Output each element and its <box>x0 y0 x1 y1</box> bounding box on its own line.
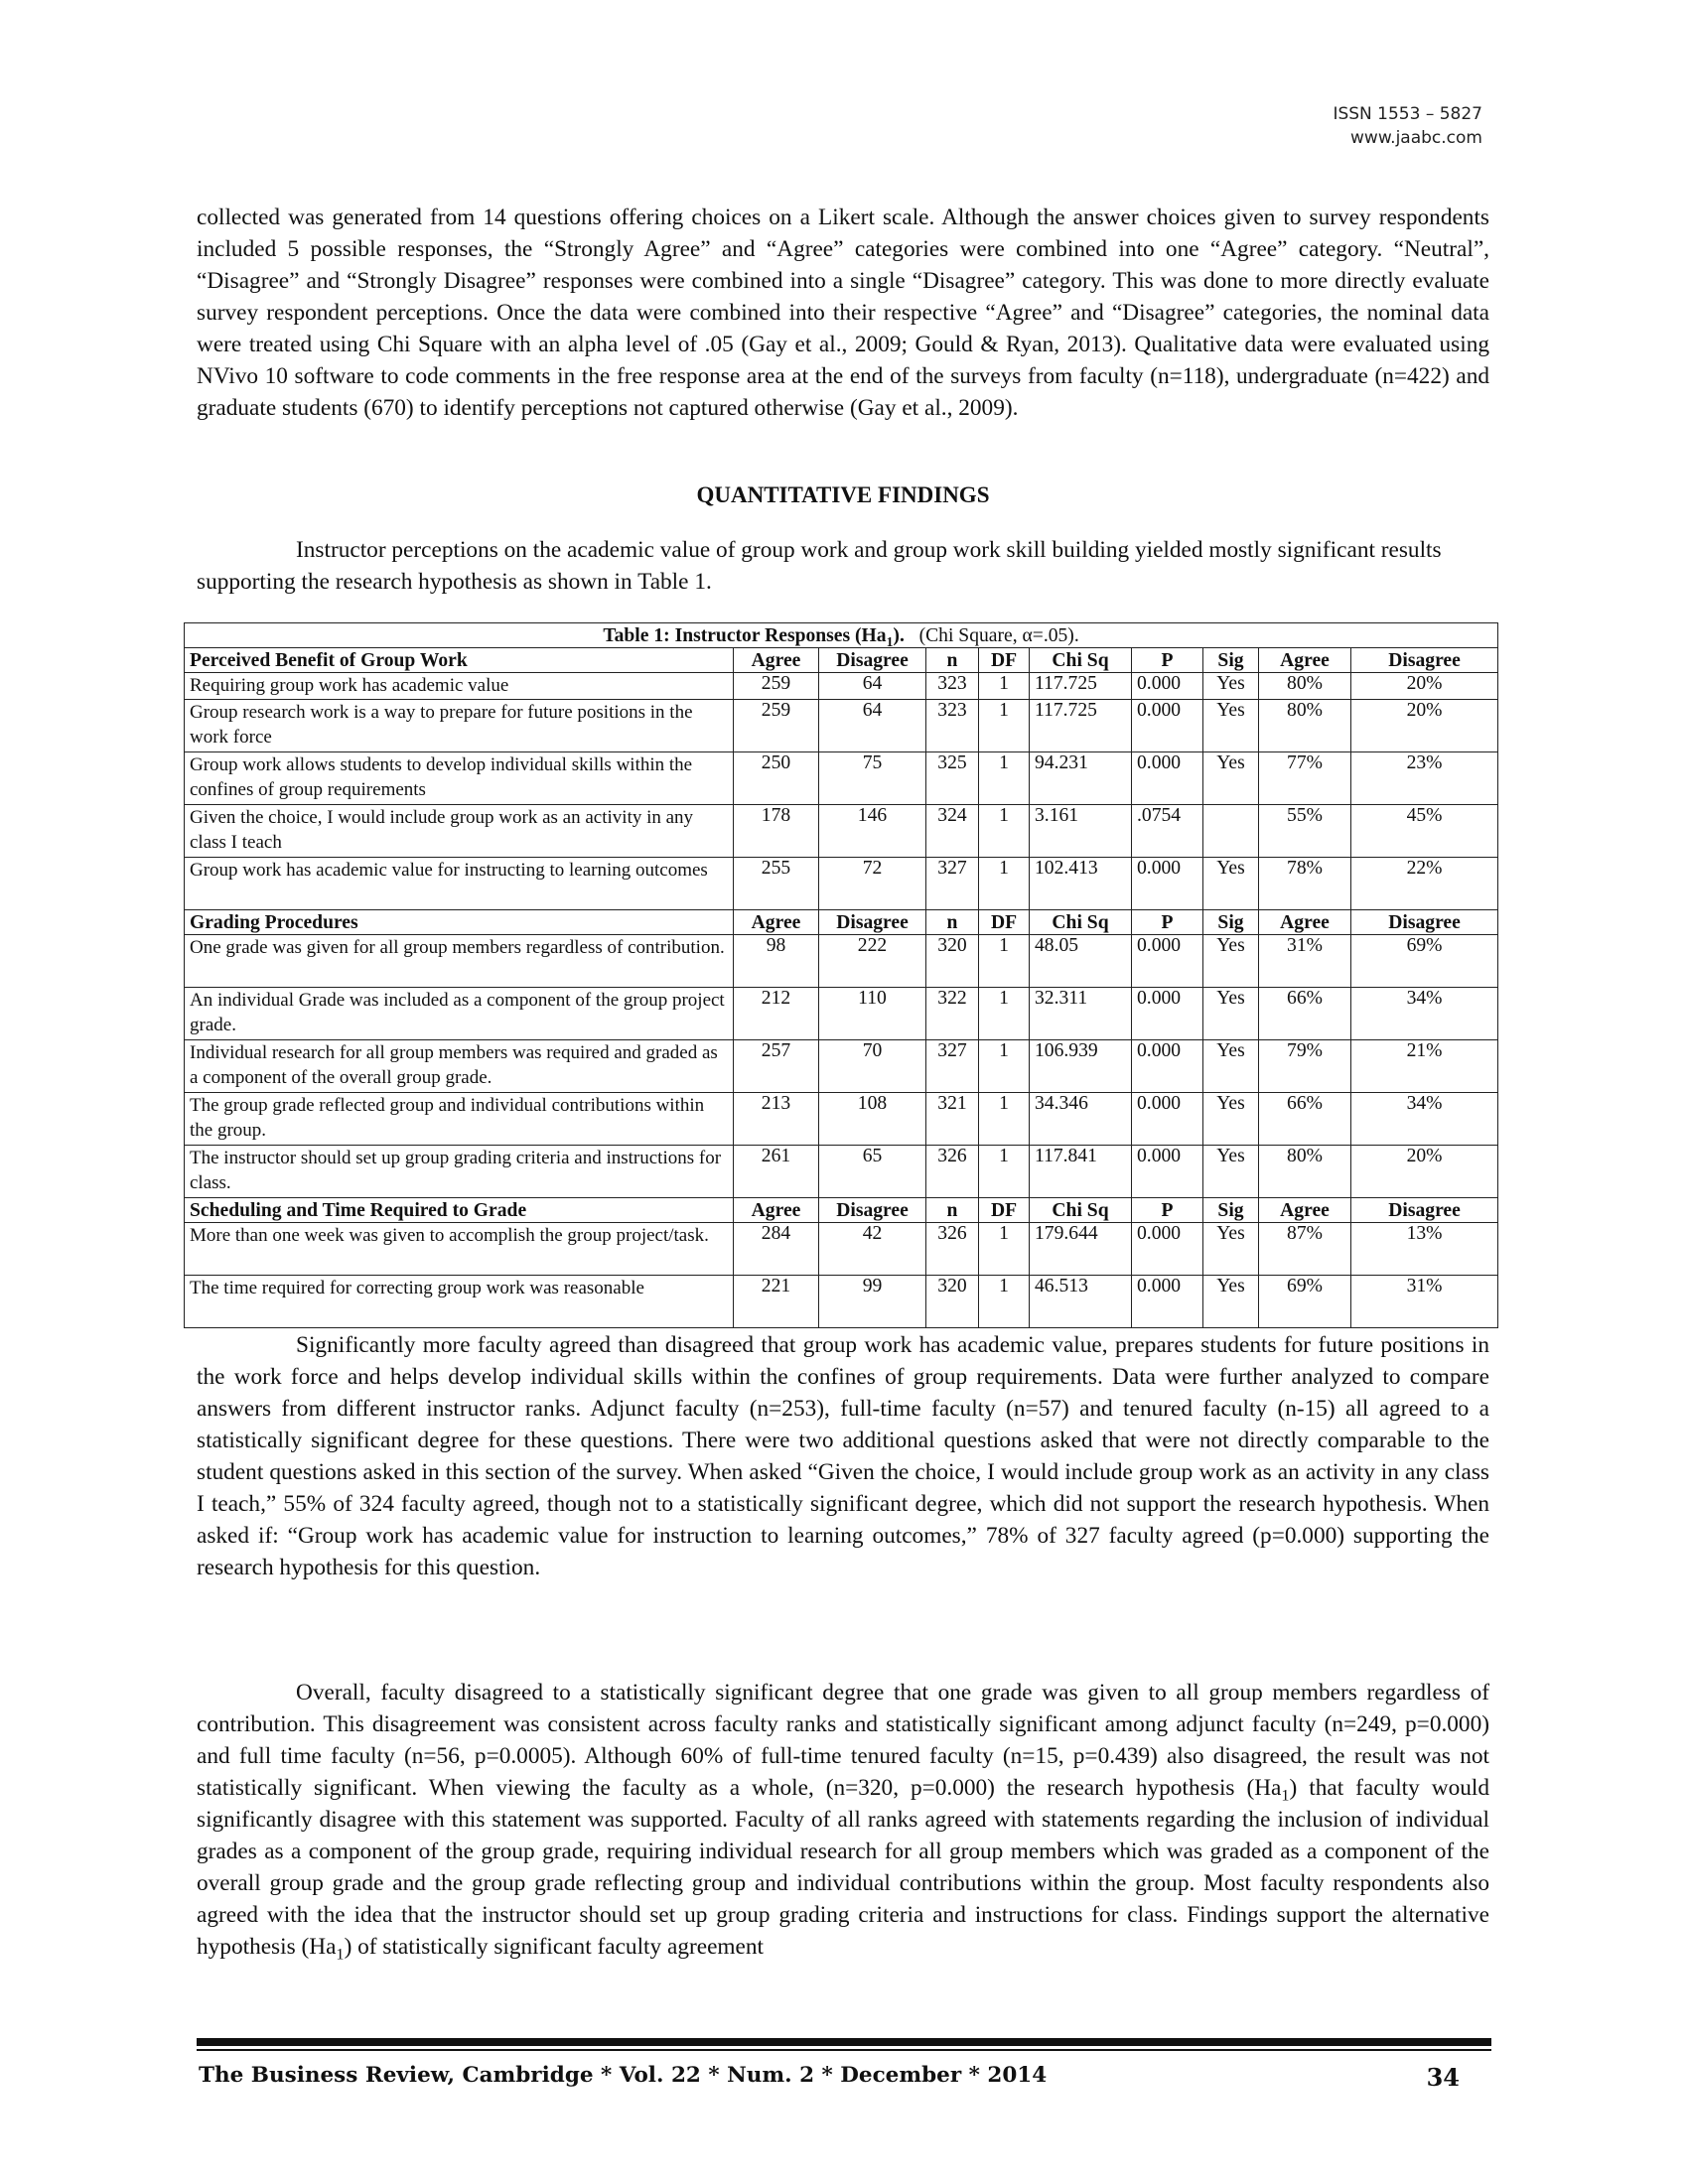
survey-statement: Individual research for all group members was required and graded as a component of the overall group grade. <box>185 1040 734 1093</box>
section-heading-quantitative-findings: QUANTITATIVE FINDINGS <box>696 482 990 507</box>
column-header: P <box>1132 1198 1203 1223</box>
p-value-cell: 0.000 <box>1132 988 1203 1040</box>
table-caption-title: Table 1: Instructor Responses (Ha <box>603 624 887 646</box>
issn-number: ISSN 1553 – 5827 <box>1333 104 1482 124</box>
paragraph-faculty-agreement: Significantly more faculty agreed than disagreed that group work has academic value, prepares students for future positions in the work force and helps develop individual skills within the confines of group requirements. Data were further analyzed to compare answers from different instructor ranks. Adjunct faculty (n=253), full-time faculty (n=57) and tenured faculty (n-15) all agreed to a statistically significant degree for these questions. There were two additional questions asked that were not directly comparable to the student questions asked in this section of the survey. When asked “Given the choice, I would include group work as an activity in any class I teach,” 55% of 324 faculty agreed, though not to a statistically significant degree, which did not support the research hypothesis. When asked if: “Group work has academic value for instruction to learning outcomes,” 78% of 327 faculty agreed (p=0.000) supporting the research hypothesis for this question. <box>197 1332 1489 1580</box>
table-row <box>185 858 1498 910</box>
column-header: Disagree <box>819 910 926 935</box>
disagree-count-cell: 108 <box>819 1093 926 1146</box>
significance-cell <box>1203 805 1259 858</box>
n-value-cell: 326 <box>926 1146 979 1198</box>
p-value-cell: 0.000 <box>1132 673 1203 700</box>
table-row <box>185 1146 1498 1198</box>
agree-count-cell: 284 <box>734 1223 819 1276</box>
survey-statement: An individual Grade was included as a component of the group project grade. <box>185 988 734 1040</box>
paragraph-methods: collected was generated from 14 questions offering choices on a Likert scale. Although the answer choices given to survey respondents included 5 possible responses, the “Strongly Agree” and “Agree” categories were combined into one “Agree” category. “Neutral”, “Disagree” and “Strongly Disagree” responses were combined into a single “Disagree” category. This was done to more directly evaluate survey respondent perceptions. Once the data were combined into their respective “Agree” and “Disagree” categories, the nominal data were treated using Chi Square with an alpha level of .05 (Gay et al., 2009; Gould & Ryan, 2013). Qualitative data were evaluated using NVivo 10 software to code comments in the free response area at the end of the surveys from faculty (n=118), undergraduate (n=422) and graduate students (670) to identify perceptions not captured otherwise (Gay et al., 2009). <box>197 205 1489 421</box>
df-value-cell: 1 <box>979 700 1030 752</box>
agree-count-cell: 261 <box>734 1146 819 1198</box>
p-value-cell: 0.000 <box>1132 1223 1203 1276</box>
agree-percent-cell: 80% <box>1259 673 1351 700</box>
n-value-cell: 321 <box>926 1093 979 1146</box>
table-row <box>185 935 1498 988</box>
n-value-cell: 323 <box>926 673 979 700</box>
n-value-cell: 320 <box>926 1276 979 1328</box>
section-title: Scheduling and Time Required to Grade <box>185 1198 734 1223</box>
hypothesis-subscript: 1 <box>1281 1785 1290 1805</box>
column-header: Chi Sq <box>1030 1198 1132 1223</box>
column-header: Chi Sq <box>1030 648 1132 673</box>
significance-cell: Yes <box>1203 858 1259 910</box>
chi-square-value-cell: 117.725 <box>1030 673 1132 700</box>
chi-square-value-cell: 34.346 <box>1030 1093 1132 1146</box>
paragraph-intro-table: Instructor perceptions on the academic value of group work and group work skill building yielded mostly significant results supporting the research hypothesis as shown in Table 1. <box>197 537 1442 595</box>
disagree-percent-cell: 34% <box>1351 988 1498 1040</box>
column-header: DF <box>979 910 1030 935</box>
column-header: Disagree <box>819 1198 926 1223</box>
p-value-cell: 0.000 <box>1132 858 1203 910</box>
agree-count-cell: 259 <box>734 673 819 700</box>
agree-count-cell: 212 <box>734 988 819 1040</box>
column-header: DF <box>979 1198 1030 1223</box>
disagree-percent-cell: 69% <box>1351 935 1498 988</box>
p-value-cell: 0.000 <box>1132 1146 1203 1198</box>
df-value-cell: 1 <box>979 1223 1030 1276</box>
section-title: Grading Procedures <box>185 910 734 935</box>
agree-count-cell: 257 <box>734 1040 819 1093</box>
paragraph-grading-part2: ) that faculty would significantly disagree with this statement was supported. Faculty of all ranks agreed with statements regarding the inclusion of individual grades as a component of the group grade, requiring individual research for all group members which was graded as a component of the overall group grade and the group grade reflecting group and individual contributions within the group. Most faculty respondents also agreed with the idea that the instructor should set up group grading criteria and instructions for class. Findings support the alternative hypothesis (Ha <box>197 1775 1489 1960</box>
column-header: Agree <box>734 648 819 673</box>
disagree-count-cell: 70 <box>819 1040 926 1093</box>
agree-count-cell: 221 <box>734 1276 819 1328</box>
chi-square-value-cell: 117.841 <box>1030 1146 1132 1198</box>
disagree-count-cell: 72 <box>819 858 926 910</box>
disagree-count-cell: 99 <box>819 1276 926 1328</box>
n-value-cell: 324 <box>926 805 979 858</box>
column-header: Disagree <box>1351 910 1498 935</box>
chi-square-value-cell: 32.311 <box>1030 988 1132 1040</box>
survey-statement: Group work has academic value for instructing to learning outcomes <box>185 858 734 910</box>
survey-statement: The group grade reflected group and individual contributions within the group. <box>185 1093 734 1146</box>
column-header: Agree <box>1259 648 1351 673</box>
table-caption-subscript: 1 <box>886 633 894 649</box>
df-value-cell: 1 <box>979 752 1030 805</box>
n-value-cell: 323 <box>926 700 979 752</box>
survey-statement: Given the choice, I would include group work as an activity in any class I teach <box>185 805 734 858</box>
df-value-cell: 1 <box>979 858 1030 910</box>
agree-count-cell: 98 <box>734 935 819 988</box>
disagree-percent-cell: 21% <box>1351 1040 1498 1093</box>
agree-count-cell: 259 <box>734 700 819 752</box>
chi-square-value-cell: 102.413 <box>1030 858 1132 910</box>
chi-square-value-cell: 179.644 <box>1030 1223 1132 1276</box>
chi-square-value-cell: 46.513 <box>1030 1276 1132 1328</box>
agree-percent-cell: 80% <box>1259 1146 1351 1198</box>
survey-statement: The time required for correcting group work was reasonable <box>185 1276 734 1328</box>
disagree-percent-cell: 13% <box>1351 1223 1498 1276</box>
p-value-cell: 0.000 <box>1132 935 1203 988</box>
table-row <box>185 752 1498 805</box>
disagree-count-cell: 64 <box>819 673 926 700</box>
disagree-percent-cell: 20% <box>1351 700 1498 752</box>
table-caption <box>185 623 1498 648</box>
agree-percent-cell: 80% <box>1259 700 1351 752</box>
disagree-percent-cell: 20% <box>1351 1146 1498 1198</box>
table-row <box>185 1276 1498 1328</box>
df-value-cell: 1 <box>979 988 1030 1040</box>
p-value-cell: .0754 <box>1132 805 1203 858</box>
table-row <box>185 1040 1498 1093</box>
column-header: DF <box>979 648 1030 673</box>
table-row <box>185 700 1498 752</box>
table-instructor-responses <box>184 622 1498 1328</box>
disagree-count-cell: 75 <box>819 752 926 805</box>
chi-square-value-cell: 94.231 <box>1030 752 1132 805</box>
n-value-cell: 327 <box>926 1040 979 1093</box>
column-header: Agree <box>1259 1198 1351 1223</box>
agree-count-cell: 250 <box>734 752 819 805</box>
significance-cell: Yes <box>1203 673 1259 700</box>
table-section-header <box>185 648 1498 673</box>
disagree-count-cell: 110 <box>819 988 926 1040</box>
survey-statement: The instructor should set up group grading criteria and instructions for class. <box>185 1146 734 1198</box>
agree-percent-cell: 66% <box>1259 988 1351 1040</box>
chi-square-value-cell: 48.05 <box>1030 935 1132 988</box>
df-value-cell: 1 <box>979 673 1030 700</box>
paragraph-grading-part1: Overall, faculty disagreed to a statistically significant degree that one grade was given to all group members regardless of contribution. This disagreement was consistent across faculty ranks and statistically significant among adjunct faculty (n=249, p=0.000) and full time faculty (n=56, p=0.0005). Although 60% of full-time tenured faculty (n=15, p=0.439) also disagreed, the result was not statistically significant. When viewing the faculty as a whole, (n=320, p=0.000) the research hypothesis (Ha <box>197 1680 1489 1801</box>
column-header: Agree <box>734 1198 819 1223</box>
significance-cell: Yes <box>1203 700 1259 752</box>
disagree-count-cell: 65 <box>819 1146 926 1198</box>
column-header: Disagree <box>1351 1198 1498 1223</box>
agree-count-cell: 213 <box>734 1093 819 1146</box>
significance-cell: Yes <box>1203 1146 1259 1198</box>
agree-percent-cell: 78% <box>1259 858 1351 910</box>
disagree-percent-cell: 34% <box>1351 1093 1498 1146</box>
survey-statement: More than one week was given to accomplish the group project/task. <box>185 1223 734 1276</box>
disagree-percent-cell: 23% <box>1351 752 1498 805</box>
column-header: Disagree <box>819 648 926 673</box>
disagree-percent-cell: 45% <box>1351 805 1498 858</box>
n-value-cell: 325 <box>926 752 979 805</box>
disagree-count-cell: 146 <box>819 805 926 858</box>
n-value-cell: 320 <box>926 935 979 988</box>
hypothesis-subscript: 1 <box>336 1944 345 1964</box>
table-caption-note: (Chi Square, α=.05). <box>918 624 1079 646</box>
disagree-count-cell: 222 <box>819 935 926 988</box>
p-value-cell: 0.000 <box>1132 1276 1203 1328</box>
column-header: n <box>926 648 979 673</box>
table-row <box>185 673 1498 700</box>
agree-percent-cell: 69% <box>1259 1276 1351 1328</box>
issn-header <box>1085 102 1482 150</box>
table-row <box>185 805 1498 858</box>
df-value-cell: 1 <box>979 1146 1030 1198</box>
p-value-cell: 0.000 <box>1132 700 1203 752</box>
column-header: Agree <box>1259 910 1351 935</box>
significance-cell: Yes <box>1203 1276 1259 1328</box>
chi-square-value-cell: 117.725 <box>1030 700 1132 752</box>
column-header: P <box>1132 648 1203 673</box>
footer-rule-thick <box>197 2038 1491 2046</box>
significance-cell: Yes <box>1203 1093 1259 1146</box>
column-header: P <box>1132 910 1203 935</box>
agree-count-cell: 178 <box>734 805 819 858</box>
agree-percent-cell: 66% <box>1259 1093 1351 1146</box>
paragraph-grading-findings <box>197 1677 1489 1963</box>
page-number: 34 <box>1426 2063 1460 2092</box>
df-value-cell: 1 <box>979 935 1030 988</box>
agree-percent-cell: 55% <box>1259 805 1351 858</box>
column-header: Sig <box>1203 1198 1259 1223</box>
column-header: n <box>926 1198 979 1223</box>
column-header: Agree <box>734 910 819 935</box>
survey-statement: Group research work is a way to prepare for future positions in the work force <box>185 700 734 752</box>
p-value-cell: 0.000 <box>1132 752 1203 805</box>
significance-cell: Yes <box>1203 935 1259 988</box>
column-header: Sig <box>1203 648 1259 673</box>
n-value-cell: 327 <box>926 858 979 910</box>
n-value-cell: 326 <box>926 1223 979 1276</box>
significance-cell: Yes <box>1203 752 1259 805</box>
p-value-cell: 0.000 <box>1132 1040 1203 1093</box>
n-value-cell: 322 <box>926 988 979 1040</box>
significance-cell: Yes <box>1203 988 1259 1040</box>
chi-square-value-cell: 106.939 <box>1030 1040 1132 1093</box>
column-header: n <box>926 910 979 935</box>
disagree-count-cell: 64 <box>819 700 926 752</box>
table-caption-title-end: ). <box>893 624 905 646</box>
section-title: Perceived Benefit of Group Work <box>185 648 734 673</box>
df-value-cell: 1 <box>979 805 1030 858</box>
agree-percent-cell: 79% <box>1259 1040 1351 1093</box>
column-header: Disagree <box>1351 648 1498 673</box>
df-value-cell: 1 <box>979 1040 1030 1093</box>
disagree-percent-cell: 22% <box>1351 858 1498 910</box>
footer-journal-citation: The Business Review, Cambridge * Vol. 22 * Num. 2 * December * 2014 <box>199 2063 1048 2088</box>
df-value-cell: 1 <box>979 1093 1030 1146</box>
survey-statement: Requiring group work has academic value <box>185 673 734 700</box>
disagree-percent-cell: 20% <box>1351 673 1498 700</box>
column-header: Sig <box>1203 910 1259 935</box>
table-section-header <box>185 910 1498 935</box>
agree-percent-cell: 77% <box>1259 752 1351 805</box>
df-value-cell: 1 <box>979 1276 1030 1328</box>
chi-square-value-cell: 3.161 <box>1030 805 1132 858</box>
column-header: Chi Sq <box>1030 910 1132 935</box>
agree-percent-cell: 87% <box>1259 1223 1351 1276</box>
agree-count-cell: 255 <box>734 858 819 910</box>
journal-website: www.jaabc.com <box>1350 128 1482 148</box>
survey-statement: One grade was given for all group members regardless of contribution. <box>185 935 734 988</box>
agree-percent-cell: 31% <box>1259 935 1351 988</box>
significance-cell: Yes <box>1203 1223 1259 1276</box>
footer-rule-thin <box>197 2049 1491 2051</box>
p-value-cell: 0.000 <box>1132 1093 1203 1146</box>
table-row <box>185 1093 1498 1146</box>
table-row <box>185 988 1498 1040</box>
paragraph-grading-part3: ) of statistically significant faculty agreement <box>344 1934 765 1960</box>
significance-cell: Yes <box>1203 1040 1259 1093</box>
table-row <box>185 1223 1498 1276</box>
survey-statement: Group work allows students to develop individual skills within the confines of group requirements <box>185 752 734 805</box>
table-section-header <box>185 1198 1498 1223</box>
disagree-percent-cell: 31% <box>1351 1276 1498 1328</box>
disagree-count-cell: 42 <box>819 1223 926 1276</box>
